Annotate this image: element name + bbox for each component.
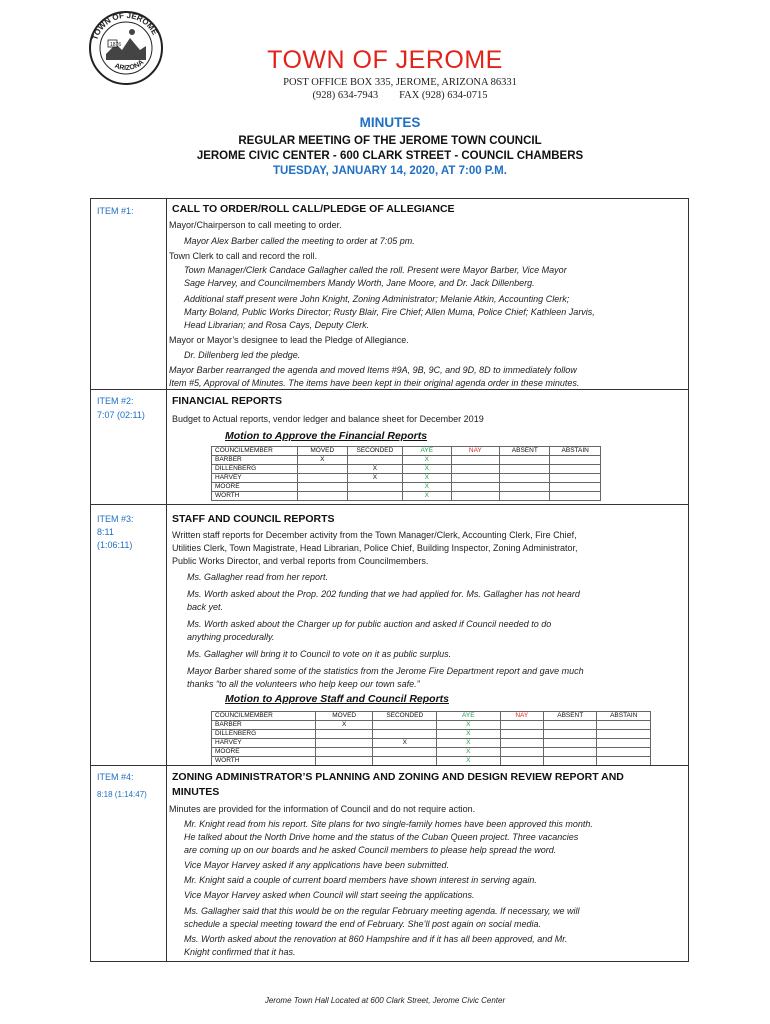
- vote-absent: [500, 456, 550, 465]
- item-text: Vice Mayor Harvey asked when Council will start seeing the applications.: [184, 890, 475, 900]
- meeting-date: TUESDAY, JANUARY 14, 2020, AT 7:00 P.M.: [273, 165, 507, 177]
- vote-absent: [544, 748, 597, 757]
- item-text: Ms. Gallagher read from her report.: [187, 572, 329, 582]
- item-text: Mr. Knight said a couple of current board members have shown interest in serving again.: [184, 875, 537, 885]
- vote-name: DILLENBERG: [212, 465, 298, 474]
- item-label: ITEM #1:: [97, 206, 134, 216]
- item-text: Mayor or Mayor’s designee to lead the Pledge of Allegiance.: [169, 335, 409, 345]
- vote-row: [212, 483, 601, 492]
- vote-aye: X: [437, 721, 501, 730]
- item-text: Mayor Barber shared some of the statistics from the Jerome Fire Department report and gave much: [187, 666, 584, 676]
- vote-row: [212, 465, 601, 474]
- vote-header-row: [212, 712, 651, 721]
- item-text: Town Manager/Clerk Candace Gallagher called the roll. Present were Mayor Barber, Vice Mayor: [184, 265, 567, 275]
- item-text: Ms. Worth asked about the Charger up for public auction and asked if Council needed to do: [187, 619, 552, 629]
- vote-abstain: [550, 474, 601, 483]
- item-label: ITEM #2:: [97, 396, 134, 406]
- vote-nay: [451, 456, 500, 465]
- item-text: Ms. Worth asked about the Prop. 202 funding that we had applied for. Ms. Gallagher has not heard: [187, 589, 580, 599]
- item-text: Item #5, Approval of Minutes. The items have been kept in their original agenda order in these minutes.: [169, 378, 580, 388]
- item-label: ITEM #4:: [97, 772, 134, 782]
- vote-seconded: [373, 748, 437, 757]
- item-text: Town Clerk to call and record the roll.: [169, 251, 318, 261]
- vote-moved: [315, 730, 373, 739]
- vote-row: [212, 721, 651, 730]
- vote-name: MOORE: [212, 483, 298, 492]
- vote-abstain: [597, 721, 651, 730]
- vote-absent: [500, 492, 550, 501]
- item-time: 8:11: [97, 527, 114, 537]
- vote-aye: X: [437, 730, 501, 739]
- vote-absent: [544, 721, 597, 730]
- vote-aye: X: [437, 739, 501, 748]
- vote-seconded: [347, 483, 402, 492]
- item-text: are coming up on our boards and he asked Council members to please help spread the word.: [184, 845, 557, 855]
- vote-table: [211, 711, 651, 766]
- vote-seconded: [347, 456, 402, 465]
- vote-name: DILLENBERG: [212, 730, 316, 739]
- vote-row: [212, 456, 601, 465]
- vote-name: HARVEY: [212, 739, 316, 748]
- item-text: Utilities Clerk, Town Magistrate, Head Librarian, Police Chief, Building Inspector, Zoning Administrator,: [172, 543, 578, 553]
- vote-row: [212, 730, 651, 739]
- item-title: STAFF AND COUNCIL REPORTS: [172, 513, 335, 525]
- vote-absent: [500, 465, 550, 474]
- item-text: Public Works Director, and verbal reports from Councilmembers.: [172, 556, 429, 566]
- item-text: Minutes are provided for the information of Council and do not require action.: [169, 804, 476, 814]
- vote-nay: [451, 492, 500, 501]
- vote-header: NAY: [500, 712, 543, 721]
- vote-moved: X: [315, 721, 373, 730]
- item-text: Additional staff present were John Knight, Zoning Administrator; Melanie Atkin, Accounting Clerk;: [184, 294, 570, 304]
- vote-header: AYE: [437, 712, 501, 721]
- item-text: Dr. Dillenberg led the pledge.: [184, 350, 301, 360]
- item-time: 8:18 (1:14:47): [97, 790, 147, 799]
- item-text: Mayor/Chairperson to call meeting to order.: [169, 220, 342, 230]
- vote-header: COUNCILMEMBER: [212, 712, 316, 721]
- vote-nay: [500, 748, 543, 757]
- vote-nay: [500, 739, 543, 748]
- phone-number: (928) 634-7943: [312, 90, 379, 101]
- svg-text:ARIZONA: ARIZONA: [113, 58, 146, 73]
- vote-abstain: [550, 492, 601, 501]
- vote-abstain: [550, 483, 601, 492]
- item-text: schedule a special meeting toward the end of February. She’ll post again on social media.: [184, 919, 542, 929]
- item-text: Ms. Gallagher will bring it to Council to vote on it as public surplus.: [187, 649, 452, 659]
- vote-name: BARBER: [212, 721, 316, 730]
- item-row-4: [90, 765, 689, 962]
- vote-nay: [451, 474, 500, 483]
- vote-header: ABSENT: [500, 447, 550, 456]
- doc-type: MINUTES: [359, 115, 421, 130]
- item-text: Sage Harvey, and Councilmembers Mandy Worth, Jane Moore, and Dr. Jack Dillenberg.: [184, 278, 535, 288]
- motion-title: Motion to Approve the Financial Reports: [225, 430, 428, 442]
- item-text: He talked about the North Drive home and the status of the Cuban Queen project. Three vacancies: [184, 832, 579, 842]
- vote-name: BARBER: [212, 456, 298, 465]
- svg-text:TOWN OF JEROME: TOWN OF JEROME: [90, 10, 160, 42]
- vote-moved: [297, 474, 347, 483]
- vote-aye: X: [403, 456, 452, 465]
- vote-header: ABSENT: [544, 712, 597, 721]
- vote-header: SECONDED: [373, 712, 437, 721]
- item-title-cont: MINUTES: [172, 786, 220, 798]
- column-divider: [166, 766, 167, 961]
- vote-name: WORTH: [212, 492, 298, 501]
- item-text: Written staff reports for December activity from the Town Manager/Clerk, Accounting Clerk, Fire Chief,: [172, 530, 577, 540]
- motion-title: Motion to Approve Staff and Council Reports: [225, 693, 449, 705]
- vote-abstain: [597, 739, 651, 748]
- column-divider: [166, 390, 167, 504]
- vote-moved: [315, 748, 373, 757]
- vote-seconded: X: [347, 465, 402, 474]
- item-label: ITEM #3:: [97, 514, 134, 524]
- vote-header: AYE: [403, 447, 452, 456]
- vote-abstain: [597, 730, 651, 739]
- vote-row: [212, 492, 601, 501]
- item-text: Marty Boland, Public Works Director; Rusty Blair, Fire Chief; Allen Muma, Police Chief; Kathleen Jarvis,: [184, 307, 595, 317]
- vote-name: MOORE: [212, 748, 316, 757]
- item-title: FINANCIAL REPORTS: [172, 395, 283, 407]
- vote-moved: X: [297, 456, 347, 465]
- vote-abstain: [550, 465, 601, 474]
- vote-aye: X: [437, 748, 501, 757]
- vote-moved: [297, 483, 347, 492]
- item-text: Knight confirmed that it has.: [184, 947, 296, 957]
- item-time: 7:07 (02:11): [97, 410, 145, 420]
- vote-table: [211, 446, 601, 501]
- item-row-3: [90, 504, 689, 766]
- vote-header: NAY: [451, 447, 500, 456]
- vote-seconded: [347, 492, 402, 501]
- vote-header: SECONDED: [347, 447, 402, 456]
- item-text: Head Librarian; and Rosa Cays, Deputy Clerk.: [184, 320, 370, 330]
- item-text: Ms. Worth asked about the renovation at 860 Hampshire and if it has all been approved, and Mr.: [184, 934, 568, 944]
- item-row-1: [90, 198, 689, 390]
- vote-name: WORTH: [212, 757, 316, 766]
- item-text: Vice Mayor Harvey asked if any applications have been submitted.: [184, 860, 449, 870]
- item-time-elapsed: (1:06:11): [97, 540, 133, 550]
- postal-address: POST OFFICE BOX 335, JEROME, ARIZONA 86331: [283, 77, 517, 88]
- vote-absent: [500, 483, 550, 492]
- item-text: Mayor Barber rearranged the agenda and moved Items #9A, 9B, 9C, and 9D, 8D to immediately follow: [169, 365, 577, 375]
- meeting-location: JEROME CIVIC CENTER - 600 CLARK STREET - COUNCIL CHAMBERS: [196, 150, 584, 162]
- agenda-items-table: [90, 198, 689, 962]
- vote-header-row: [212, 447, 601, 456]
- item-text: thanks “to all the volunteers who help keep our town safe.”: [187, 679, 420, 689]
- vote-absent: [544, 739, 597, 748]
- item-title: ZONING ADMINISTRATOR’S PLANNING AND ZONING AND DESIGN REVIEW REPORT AND: [172, 771, 624, 783]
- vote-aye: X: [403, 483, 452, 492]
- vote-moved: [297, 492, 347, 501]
- item-row-2: [90, 389, 689, 505]
- item-text: anything procedurally.: [187, 632, 275, 642]
- vote-row: [212, 474, 601, 483]
- vote-absent: [500, 474, 550, 483]
- vote-moved: [315, 739, 373, 748]
- column-divider: [166, 505, 167, 765]
- column-divider: [166, 199, 167, 389]
- vote-aye: X: [403, 474, 452, 483]
- vote-name: HARVEY: [212, 474, 298, 483]
- vote-header: COUNCILMEMBER: [212, 447, 298, 456]
- item-text: back yet.: [187, 602, 224, 612]
- vote-seconded: [373, 721, 437, 730]
- vote-row: [212, 739, 651, 748]
- vote-aye: X: [403, 492, 452, 501]
- vote-seconded: [373, 730, 437, 739]
- item-text: Mayor Alex Barber called the meeting to order at 7:05 pm.: [184, 236, 415, 246]
- vote-header: ABSTAIN: [597, 712, 651, 721]
- page-footer: Jerome Town Hall Located at 600 Clark Street, Jerome Civic Center: [264, 996, 506, 1005]
- vote-seconded: X: [373, 739, 437, 748]
- vote-seconded: X: [347, 474, 402, 483]
- vote-header: MOVED: [315, 712, 373, 721]
- vote-absent: [544, 730, 597, 739]
- vote-header: MOVED: [297, 447, 347, 456]
- vote-nay: [500, 721, 543, 730]
- meeting-title: REGULAR MEETING OF THE JEROME TOWN COUNCIL: [238, 135, 542, 147]
- vote-nay: [451, 483, 500, 492]
- town-title: TOWN OF JEROME: [267, 46, 503, 74]
- vote-abstain: [550, 456, 601, 465]
- item-text: Mr. Knight read from his report. Site plans for two single-family homes have been approved this month.: [184, 819, 593, 829]
- vote-header: ABSTAIN: [550, 447, 601, 456]
- vote-abstain: [597, 748, 651, 757]
- item-title: CALL TO ORDER/ROLL CALL/PLEDGE OF ALLEGIANCE: [172, 203, 455, 215]
- contact-line: [0, 90, 770, 101]
- vote-moved: [297, 465, 347, 474]
- svg-text:1876: 1876: [110, 42, 122, 48]
- vote-aye: X: [403, 465, 452, 474]
- vote-aye: X: [437, 757, 501, 766]
- fax-number: FAX (928) 634-0715: [399, 90, 488, 101]
- vote-nay: [500, 730, 543, 739]
- item-text: Budget to Actual reports, vendor ledger and balance sheet for December 2019: [172, 414, 484, 424]
- vote-nay: [451, 465, 500, 474]
- vote-row: [212, 748, 651, 757]
- item-text: Ms. Gallagher said that this would be on the regular February meeting agenda. If necessary, we will: [184, 906, 580, 916]
